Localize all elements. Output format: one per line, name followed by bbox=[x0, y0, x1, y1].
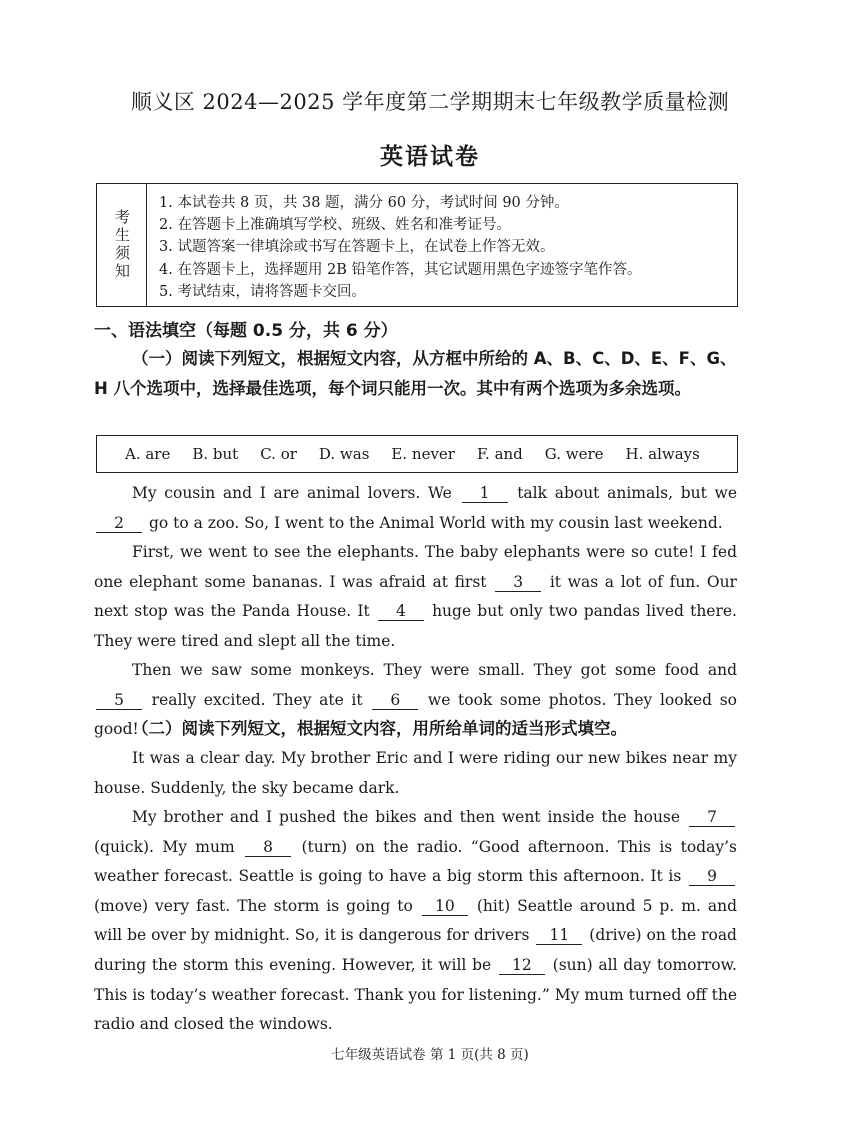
passage2-paragraph-1 bbox=[94, 744, 737, 803]
text-run: we took some photos. They looked so good! bbox=[94, 690, 737, 739]
text-run: My cousin and I are animal lovers. We bbox=[132, 484, 452, 502]
passage2-paragraph-2 bbox=[94, 803, 737, 1040]
blank-7: 7 bbox=[689, 809, 735, 827]
blank-2: 2 bbox=[96, 515, 142, 533]
part2-instruction bbox=[94, 714, 744, 744]
option-d: D. was bbox=[318, 445, 370, 463]
option-c: C. or bbox=[260, 445, 297, 463]
text-run: (move) very fast. The storm is going to bbox=[94, 896, 413, 915]
text-run: really excited. They ate it bbox=[151, 690, 363, 709]
option-f: F. and bbox=[476, 445, 523, 463]
text-run: First, we went to see the elephants. The baby elephants were so cute! I fed one elephant some bananas. I was afraid at first bbox=[94, 543, 737, 591]
blank-6: 6 bbox=[372, 692, 418, 710]
option-a: A. are bbox=[125, 445, 171, 463]
option-g: G. were bbox=[544, 445, 604, 463]
notice-item: 5. 考试结束，请将答题卡交回。 bbox=[159, 283, 366, 300]
options-box bbox=[96, 435, 738, 473]
text-run: go to a zoo. So, I went to the Animal World with my cousin last weekend. bbox=[148, 513, 723, 532]
part1-instruction bbox=[94, 344, 744, 403]
notice-box bbox=[96, 183, 738, 307]
text-run: (quick). My mum bbox=[94, 837, 235, 856]
blank-3: 3 bbox=[495, 574, 541, 592]
text-run: (hit) Seattle around 5 p. m. and will be over by midnight. So, it is dangerous for drivers bbox=[94, 896, 738, 945]
part2-instruction-text: （二）阅读下列短文，根据短文内容，用所给单词的适当形式填空。 bbox=[132, 719, 627, 738]
blank-12: 12 bbox=[499, 957, 545, 975]
text-run: it was a lot of fun. Our next stop was the Panda House. It bbox=[94, 572, 737, 621]
notice-item: 1. 本试卷共 8 页，共 38 题，满分 60 分，考试时间 90 分钟。 bbox=[159, 195, 569, 211]
section-heading: 一、语法填空（每题 0.5 分，共 6 分） bbox=[94, 321, 398, 341]
text-run: (drive) on the road during the storm this evening. However, it will be bbox=[94, 926, 737, 974]
blank-11: 11 bbox=[536, 927, 582, 945]
notice-item: 4. 在答题卡上，选择题用 2B 铅笔作答，其它试题用黑色字迹签字笔作答。 bbox=[159, 261, 642, 278]
blank-10: 10 bbox=[422, 898, 468, 916]
blank-5: 5 bbox=[96, 692, 142, 710]
notice-item: 3. 试题答案一律填涂或书写在答题卡上，在试卷上作答无效。 bbox=[159, 239, 555, 256]
blank-1: 1 bbox=[462, 485, 508, 503]
option-e: E. never bbox=[391, 445, 455, 463]
exam-subtitle: 英语试卷 bbox=[380, 143, 480, 170]
text-run: huge but only two pandas lived there. They were tired and slept all the time. bbox=[94, 602, 737, 650]
text-run: (sun) all day tomorrow. This is today’s weather forecast. Thank you for listening.” My mum turned off the radio and closed the windows. bbox=[94, 955, 737, 1034]
notice-list bbox=[159, 192, 731, 303]
notice-label: 考生须知 bbox=[113, 209, 131, 281]
blank-4: 4 bbox=[378, 603, 424, 621]
blank-8: 8 bbox=[245, 839, 291, 857]
part1-instruction-text: （一）阅读下列短文，根据短文内容，从方框中所给的 A、B、C、D、E、F、G、H 八个选项中，选择最佳选项，每个词只能用一次。其中有两个选项为多余选项。 bbox=[94, 349, 737, 398]
text-run: talk about animals, but we bbox=[517, 484, 737, 502]
page-footer: 七年级英语试卷 第 1 页(共 8 页) bbox=[331, 1047, 529, 1063]
passage1-paragraph-1 bbox=[94, 479, 737, 538]
option-h: H. always bbox=[625, 445, 700, 463]
text-run: It was a clear day. My brother Eric and I were riding our new bikes near my house. Suddenly, the sky became dark. bbox=[94, 749, 737, 797]
exam-title: 顺义区 2024—2025 学年度第二学期期末七年级教学质量检测 bbox=[130, 90, 730, 114]
option-b: B. but bbox=[192, 445, 239, 463]
text-run: Then we saw some monkeys. They were small. They got some food and bbox=[132, 661, 737, 679]
passage1-paragraph-2 bbox=[94, 538, 737, 656]
text-run: My brother and I pushed the bikes and then went inside the house bbox=[132, 808, 681, 826]
text-run: (turn) on the radio. “Good afternoon. This is today’s weather forecast. Seattle is going to have a big storm this afternoon. It is bbox=[94, 837, 737, 886]
blank-9: 9 bbox=[689, 868, 735, 886]
notice-label-cell bbox=[97, 184, 147, 306]
notice-item: 2. 在答题卡上准确填写学校、班级、姓名和准考证号。 bbox=[159, 217, 511, 234]
